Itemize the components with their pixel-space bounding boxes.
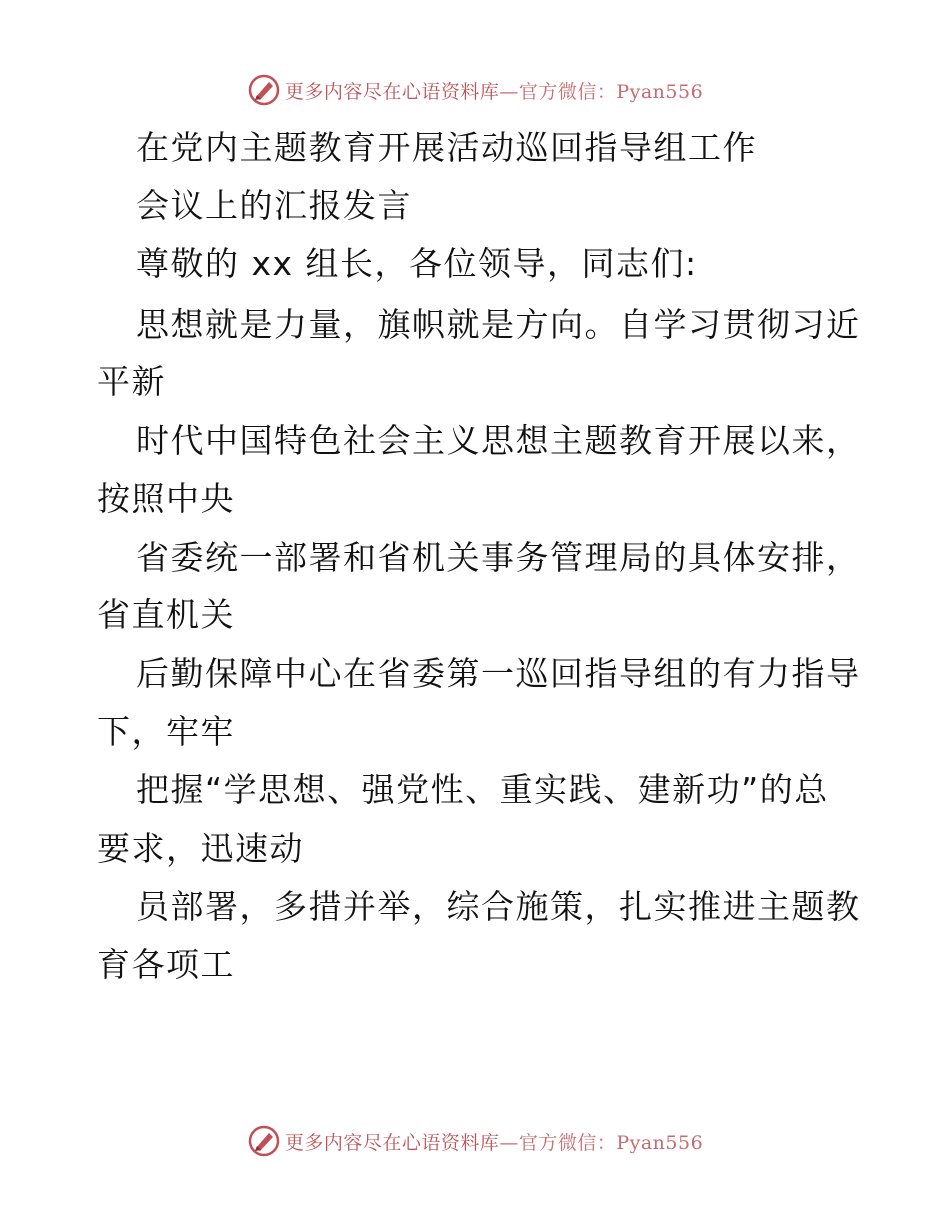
doc-line-5: 平新 xyxy=(97,362,166,401)
doc-line-4: 思想就是力量，旗帜就是方向。自学习贯彻习近 xyxy=(136,305,861,344)
doc-line-6: 时代中国特色社会主义思想主题教育开展以来， xyxy=(136,421,861,460)
footer-watermark xyxy=(0,1121,950,1161)
doc-line-11: 下，牢牢 xyxy=(97,712,235,751)
doc-line-1: 在党内主题教育开展活动巡回指导组工作 xyxy=(136,128,757,167)
watermark-dash: — xyxy=(499,1131,519,1154)
doc-line-7: 按照中央 xyxy=(97,479,235,518)
watermark-text xyxy=(285,77,703,104)
doc-line-9: 省直机关 xyxy=(97,595,235,634)
pen-logo-icon xyxy=(247,73,281,107)
watermark-text xyxy=(285,1128,703,1155)
watermark-site: 更多内容尽在心语资料库 xyxy=(284,1131,500,1154)
watermark-site: 更多内容尽在心语资料库 xyxy=(284,80,500,103)
header-watermark xyxy=(0,70,950,110)
doc-line-2: 会议上的汇报发言 xyxy=(136,186,412,225)
doc-line-15: 育各项工 xyxy=(97,945,235,984)
doc-line-14: 员部署，多措并举，综合施策，扎实推进主题教 xyxy=(136,887,861,926)
doc-line-3: 尊敬的 xx 组长，各位领导，同志们: xyxy=(136,244,698,283)
doc-line-10: 后勤保障中心在省委第一巡回指导组的有力指导 xyxy=(136,654,861,693)
pen-logo-icon xyxy=(247,1124,281,1158)
doc-line-13: 要求，迅速动 xyxy=(97,829,304,868)
watermark-wechat: 官方微信：Pyan556 xyxy=(518,1131,704,1154)
doc-line-12: 把握“学思想、强党性、重实践、建新功”的总 xyxy=(136,770,829,809)
watermark-wechat: 官方微信：Pyan556 xyxy=(518,80,704,103)
doc-line-8: 省委统一部署和省机关事务管理局的具体安排， xyxy=(136,538,861,577)
watermark-dash: — xyxy=(499,80,519,103)
